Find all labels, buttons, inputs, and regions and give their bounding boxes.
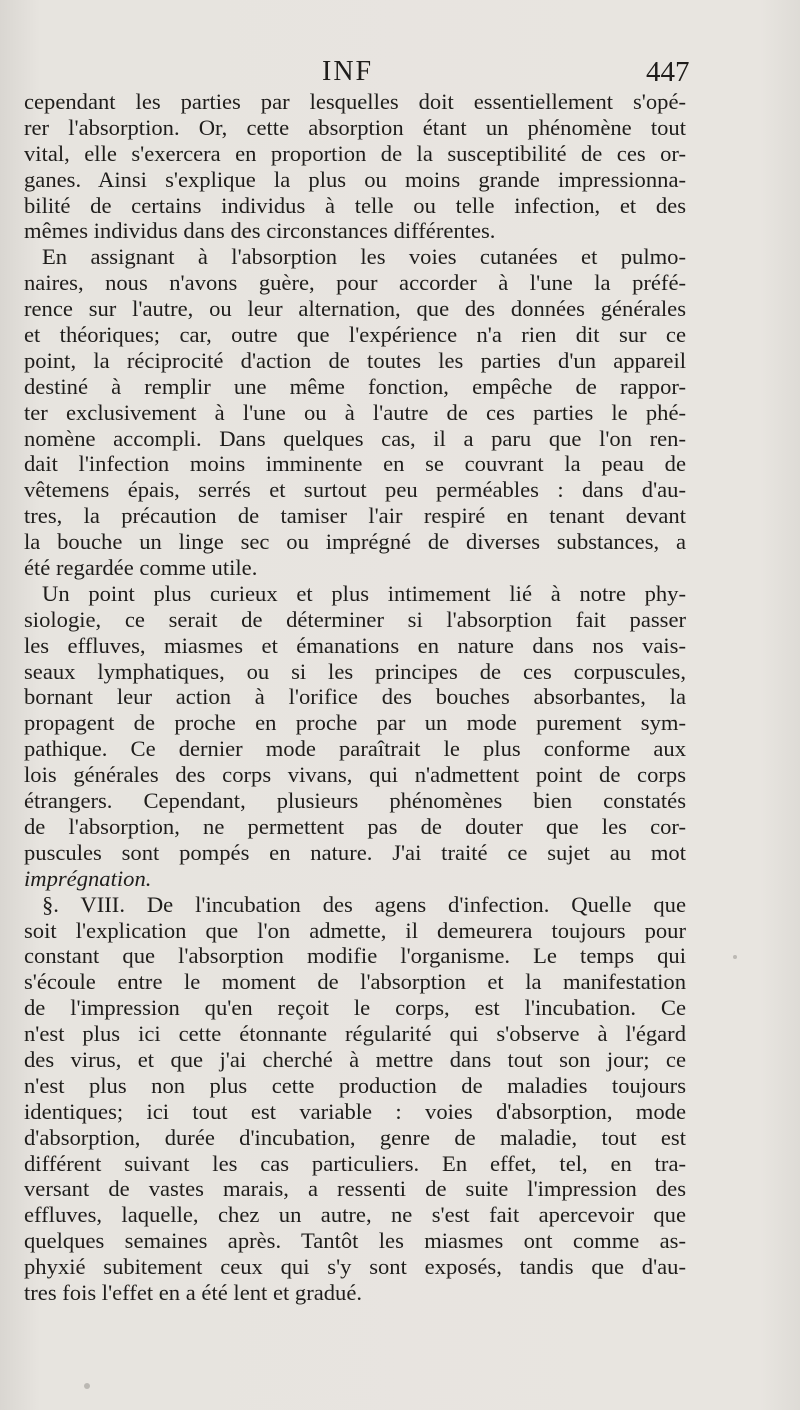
text-line: destiné à remplir une même fonction, empêche de rappor- (24, 373, 686, 399)
paper-speck (733, 955, 737, 959)
text-line: quelques semaines après. Tantôt les miasmes ont comme as- (24, 1228, 686, 1254)
text-line: ter exclusivement à l'une ou à l'autre de ces parties le phé- (24, 399, 686, 425)
text-line: tres, la précaution de tamiser l'air respiré en tenant devant (24, 503, 686, 529)
text-line: lois générales des corps vivans, qui n'admettent point de corps (24, 762, 686, 788)
text-line: imprégnation. (24, 865, 152, 891)
text-line: bornant leur action à l'orifice des bouches absorbantes, la (24, 684, 686, 710)
text-line: dait l'infection moins imminente en se couvrant la peau de (24, 451, 686, 477)
text-line: seaux lymphatiques, ou si les principes de ces corpuscules, (24, 658, 686, 684)
text-line: §. VIII. De l'incubation des agens d'infection. Quelle que (42, 891, 686, 917)
text-line: soit l'explication que l'on admette, il demeurera toujours pour (24, 917, 686, 943)
text-line: versant de vastes marais, a ressenti de suite l'impression des (24, 1176, 686, 1202)
text-line: différent suivant les cas particuliers. En effet, tel, en tra- (24, 1150, 686, 1176)
paper-speck (84, 1383, 90, 1389)
text-line: n'est plus non plus cette production de maladies toujours (24, 1072, 686, 1098)
text-line: siologie, ce serait de déterminer si l'absorption fait passer (24, 606, 686, 632)
text-line: point, la réciprocité d'action de toutes les parties d'un appareil (24, 347, 686, 373)
text-line: n'est plus ici cette étonnante régularité qui s'observe à l'égard (24, 1021, 686, 1047)
text-line: été regardée comme utile. (24, 555, 258, 581)
text-line: vital, elle s'exercera en proportion de la susceptibilité de ces or- (24, 140, 686, 166)
text-line: nomène accompli. Dans quelques cas, il a paru que l'on ren- (24, 425, 686, 451)
text-line: Un point plus curieux et plus intimement lié à notre phy- (42, 580, 686, 606)
running-head: INF (322, 56, 374, 87)
text-line: effluves, laquelle, chez un autre, ne s'est fait apercevoir que (24, 1202, 686, 1228)
text-line: cependant les parties par lesquelles doit essentiellement s'opé- (24, 89, 686, 114)
text-line: propagent de proche en proche par un mode purement sym- (24, 710, 686, 736)
text-line: de l'absorption, ne permettent pas de douter que les cor- (24, 813, 686, 839)
text-line: bilité de certains individus à telle ou telle infection, et des (24, 192, 686, 218)
text-line: rer l'absorption. Or, cette absorption étant un phénomène tout (24, 114, 686, 140)
text-line: identiques; ici tout est variable : voies d'absorption, mode (24, 1098, 686, 1124)
text-line: ganes. Ainsi s'explique la plus ou moins grande impressionna- (24, 166, 686, 192)
text-line: En assignant à l'absorption les voies cutanées et pulmo- (42, 244, 686, 270)
text-line: puscules sont pompés en nature. J'ai traité ce sujet au mot (24, 839, 686, 865)
text-line: pathique. Ce dernier mode paraîtrait le plus conforme aux (24, 736, 686, 762)
text-line: d'absorption, durée d'incubation, genre de maladie, tout est (24, 1124, 686, 1150)
text-line: et théoriques; car, outre que l'expérience n'a rien dit sur ce (24, 322, 686, 348)
text-line: vêtemens épais, serrés et surtout peu perméables : dans d'au- (24, 477, 686, 503)
text-line: des virus, et que j'ai cherché à mettre dans tout son jour; ce (24, 1046, 686, 1072)
text-line: s'écoule entre le moment de l'absorption et la manifestation (24, 969, 686, 995)
text-line: constant que l'absorption modifie l'organisme. Le temps qui (24, 943, 686, 969)
body-text (24, 89, 686, 1306)
text-line: phyxié subitement ceux qui s'y sont exposés, tandis que d'au- (24, 1254, 686, 1280)
text-line: étrangers. Cependant, plusieurs phénomènes bien constatés (24, 788, 686, 814)
text-line: de l'impression qu'en reçoit le corps, est l'incubation. Ce (24, 995, 686, 1021)
text-line: les effluves, miasmes et émanations en nature dans nos vais- (24, 632, 686, 658)
text-line: naires, nous n'avons guère, pour accorder à l'une la préfé- (24, 270, 686, 296)
page-number: 447 (646, 56, 690, 88)
text-line: rence sur l'autre, ou leur alternation, que des données générales (24, 296, 686, 322)
text-line: la bouche un linge sec ou imprégné de diverses substances, a (24, 529, 686, 555)
text-line: tres fois l'effet en a été lent et gradué. (24, 1279, 363, 1305)
text-line: mêmes individus dans des circonstances différentes. (24, 218, 496, 244)
